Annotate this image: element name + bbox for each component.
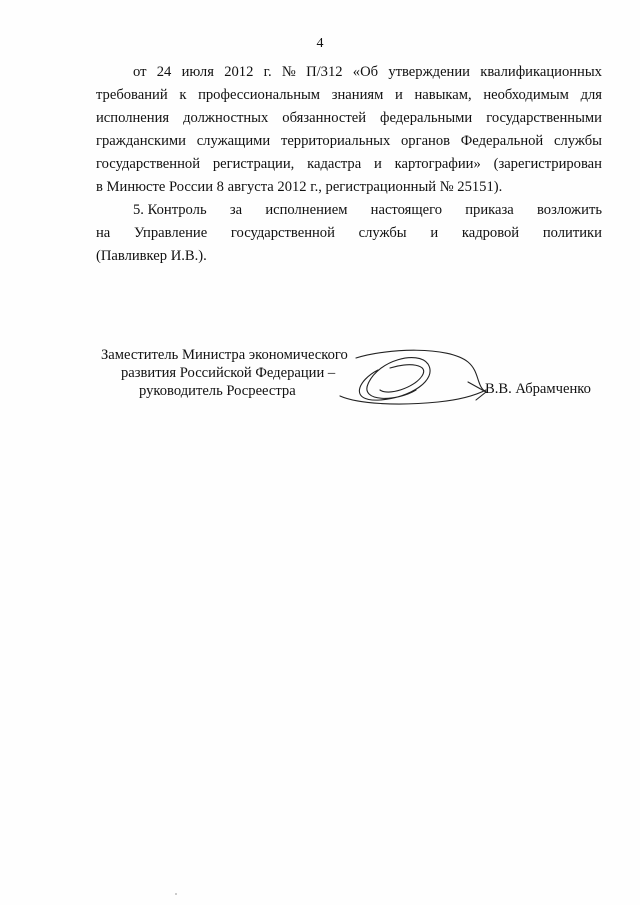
word: исполнения xyxy=(96,110,170,126)
word: органов xyxy=(400,133,451,149)
word: исполнением xyxy=(265,202,348,218)
word: 2012 xyxy=(224,64,254,80)
word: июля xyxy=(181,64,214,80)
word: государственной xyxy=(230,225,335,241)
word: навыкам, xyxy=(414,87,472,103)
word: 5. Контроль xyxy=(133,202,207,218)
word: обязанностей xyxy=(282,110,367,126)
word: Федеральной xyxy=(460,133,544,149)
word: требований xyxy=(96,87,168,103)
word: П/312 xyxy=(306,64,343,80)
paragraph4-line xyxy=(96,132,602,150)
paragraph5-line xyxy=(96,247,602,265)
word: службы xyxy=(553,133,602,149)
word: в Минюсте России 8 августа 2012 г., регистрационный № 25151). xyxy=(96,179,503,195)
word: политики xyxy=(542,225,602,241)
paragraph4-line xyxy=(133,63,602,81)
word: и xyxy=(394,87,403,103)
paragraph5-line xyxy=(133,201,602,219)
word: от xyxy=(133,64,147,80)
word: (зарегистрирован xyxy=(493,156,602,172)
word: для xyxy=(580,87,602,103)
word: утверждении xyxy=(388,64,470,80)
word: 24 xyxy=(156,64,172,80)
word: «Об xyxy=(352,64,379,80)
word: (Павливкер И.В.). xyxy=(96,248,207,264)
word: необходимым xyxy=(483,87,569,103)
word: возложить xyxy=(536,202,602,218)
paragraph5-line xyxy=(96,224,602,242)
word: к xyxy=(179,87,187,103)
paragraph4-line xyxy=(96,109,602,127)
word: территориальных xyxy=(280,133,391,149)
word: знаниям xyxy=(331,87,384,103)
word: должностных xyxy=(183,110,269,126)
word: на xyxy=(96,225,111,241)
signatory-name: В.В. Абрамченко xyxy=(485,381,591,397)
paragraph4-line xyxy=(96,155,602,173)
scan-artifact xyxy=(175,893,177,895)
word: и xyxy=(374,156,382,172)
word: федеральными xyxy=(380,110,473,126)
paragraph4-line xyxy=(96,178,602,196)
word: картографии» xyxy=(394,156,481,172)
word: службы xyxy=(358,225,407,241)
word: профессиональным xyxy=(198,87,321,103)
signatory-position-line-2: развития Российской Федерации – xyxy=(121,365,336,381)
word: № xyxy=(281,64,296,80)
word: г. xyxy=(263,64,272,80)
word: кадастра xyxy=(307,156,362,172)
word: государственными xyxy=(486,110,602,126)
word: приказа xyxy=(465,202,514,218)
word: гражданскими xyxy=(96,133,186,149)
word: Управление xyxy=(134,225,208,241)
word: настоящего xyxy=(370,202,442,218)
word: за xyxy=(229,202,243,218)
word: квалификационных xyxy=(480,64,602,80)
signatory-position-line-3: руководитель Росреестра xyxy=(139,383,296,399)
word: и xyxy=(430,225,439,241)
word: регистрации, xyxy=(212,156,295,172)
word: кадровой xyxy=(461,225,520,241)
signatory-position-line-1: Заместитель Министра экономического xyxy=(101,347,348,363)
word: служащими xyxy=(196,133,271,149)
paragraph4-line xyxy=(96,86,602,104)
word: государственной xyxy=(96,156,201,172)
handwritten-signature xyxy=(318,340,498,420)
page-number: 4 xyxy=(316,36,324,51)
